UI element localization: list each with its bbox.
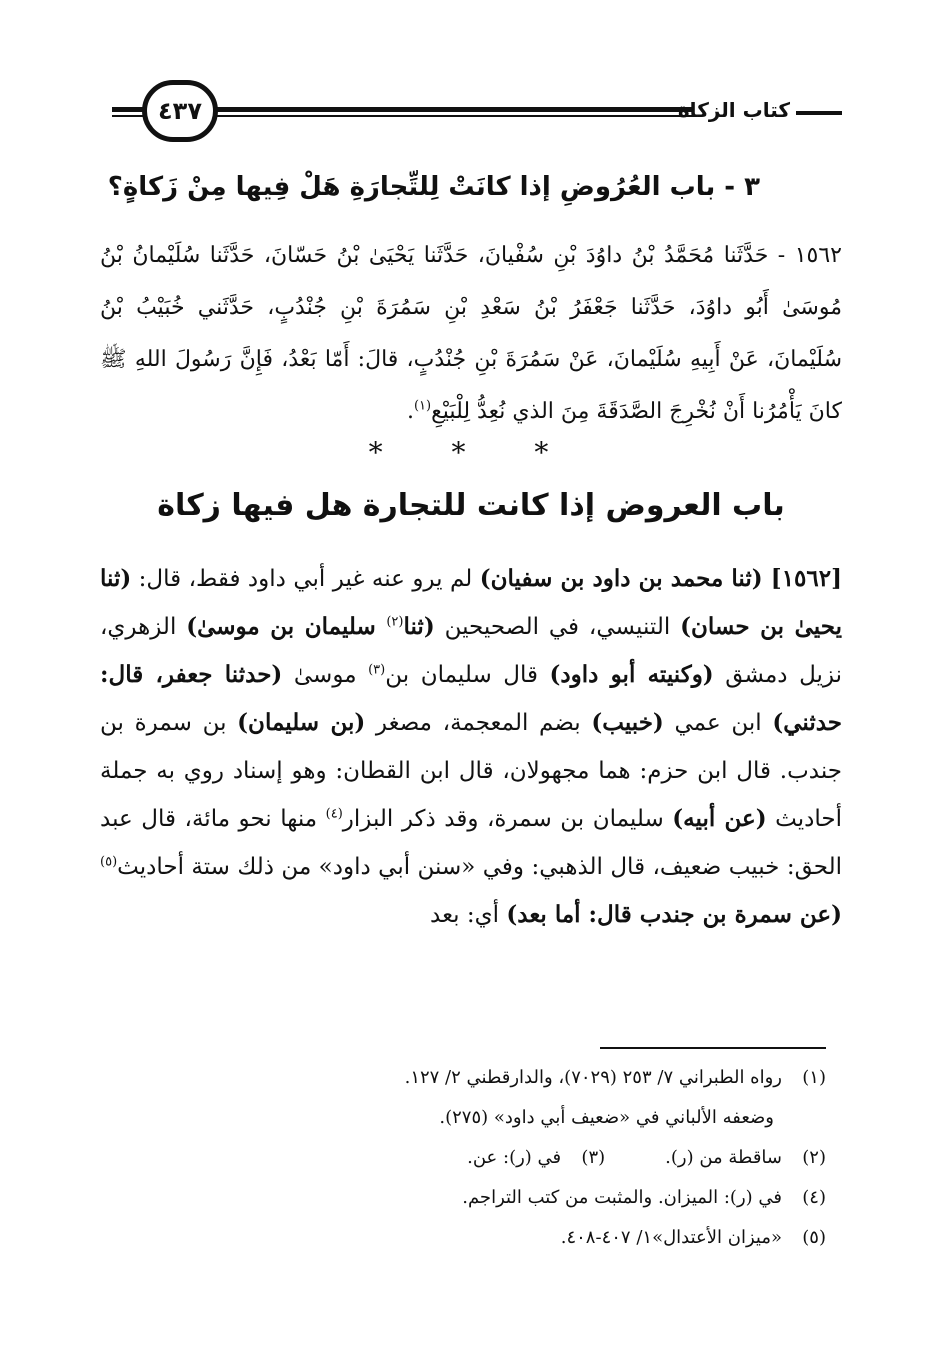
- commentary-text: [100, 555, 842, 939]
- footnote-4: [290, 1178, 826, 1218]
- commentary-span: التنيسي، في الصحيحين: [434, 614, 681, 640]
- footnote-number: (٣): [581, 1147, 606, 1168]
- footnote-text: ساقطة من (ر).: [665, 1147, 782, 1168]
- footnote-text: في (ر): عن.: [467, 1147, 562, 1168]
- book-title: كتاب الزكاة: [677, 98, 790, 122]
- commentary-span: بضم المعجمة، مصغر: [365, 710, 592, 736]
- narrator-phrase: [١٥٦٢] (ثنا محمد بن داود بن سفيان): [479, 565, 842, 592]
- commentary-span: ابن عمي: [663, 710, 773, 736]
- page-number: ٤٣٧: [142, 80, 218, 142]
- narrator-phrase: (ثنا يحيىٰ بن حسان): [100, 565, 842, 640]
- commentary-title: باب العروض إذا كانت للتجارة هل فيها زكاة: [157, 488, 785, 523]
- footnote-number: (١): [802, 1067, 826, 1088]
- narrator-phrase: (وكنيته أبو داود): [549, 661, 714, 688]
- footnotes: [290, 1058, 826, 1258]
- commentary-span: بن سمرة بن جندب. قال ابن حزم: هما مجهولان، قال ابن القطان: وهو إسناد روي به جملة أحاديث: [100, 710, 842, 832]
- narrator-phrase: (حدثنا جعفر، قال: حدثني): [100, 661, 843, 736]
- narrator-phrase: (بن سليمان): [237, 709, 366, 736]
- header-rule-thick-main: [208, 107, 694, 112]
- hadith-body: ١٥٦٢ - حَدَّثَنا مُحَمَّدُ بْنُ داوُدَ بْنِ سُفْيانَ، حَدَّثَنا يَحْيَىٰ بْنُ حَسّانَ، حَدَّثَنا سُلَيْمانُ بْنُ مُوسَىٰ أَبُو داوُدَ، حَدَّثَنا جَعْفَرُ بْنُ سَعْدِ بْنِ سَمُرَةَ بْنِ جُنْدُبٍ، حَدَّثَني خُبَيْبُ بْنُ سُلَيْمانَ، عَنْ أَبِيهِ سُلَيْمانَ، عَنْ سَمُرَةَ بْنِ جُنْدُبٍ، قالَ: أَمّا بَعْدُ، فَإِنَّ رَسُولَ اللهِ ﷺ كانَ يَأْمُرُنا أَنْ نُخْرِجَ الصَّدَقَةَ مِنَ الذي نُعِدُّ لِلْبَيْعِ: [100, 243, 842, 424]
- narrator-phrase: سليمان بن موسىٰ): [186, 613, 387, 640]
- narrator-phrase: (عن سمرة بن جندب قال: أما بعد): [506, 901, 842, 928]
- footnote-number: (٢): [802, 1147, 826, 1168]
- footnote-text: «ميزان الأعتدال»١/ ٤٠٧-٤٠٨.: [560, 1227, 782, 1248]
- hadith-end: .: [406, 399, 414, 424]
- footnote-number: (٥): [802, 1227, 826, 1248]
- commentary-span: منها نحو مائة، قال عبد الحق: خبيب ضعيف، قال الذهبي: وفي «سنن أبي داود» من ذلك ستة أحاديث: [100, 806, 842, 880]
- narrator-phrase: (ثنا: [403, 613, 435, 640]
- footnote-text: وضعفه الألباني في «ضعيف أبي داود» (٢٧٥).: [439, 1107, 774, 1128]
- commentary-span: لم يرو عنه غير أبي داود فقط، قال:: [131, 566, 480, 592]
- footnote-5: [290, 1218, 826, 1258]
- header-rule-right: [796, 111, 842, 115]
- commentary-span: أي: بعد: [430, 902, 507, 928]
- footnote-number: (٤): [802, 1187, 826, 1208]
- commentary-span: قال سليمان بن: [385, 662, 550, 688]
- footnote-ref: (٤): [325, 806, 343, 822]
- commentary-span: سليمان بن سمرة، وقد ذكر البزار: [342, 806, 673, 832]
- footnote-rule: [600, 1047, 826, 1049]
- footnote-1-continued: [290, 1098, 826, 1138]
- header-rule-thin-main: [208, 115, 694, 117]
- section-separator: * * *: [368, 436, 579, 469]
- footnote-ref: (١): [413, 398, 432, 414]
- footnote-text: رواه الطبراني ٧/ ٢٥٣ (٧٠٢٩)، والدارقطني ٢/ ١٢٧.: [404, 1067, 782, 1088]
- footnote-ref: (٣): [368, 662, 386, 678]
- narrator-phrase: (خبيب): [591, 709, 664, 736]
- chapter-title: ٣ - باب العُرُوضِ إذا كانَتْ لِلتِّجارَةِ هَلْ فِيها مِنْ زَكاةٍ؟: [107, 172, 760, 202]
- narrator-phrase: (عن أبيه): [672, 805, 767, 832]
- commentary-span: الزهري، نزيل دمشق: [100, 614, 842, 688]
- footnote-text: في (ر): الميزان. والمثبت من كتب التراجم.: [462, 1187, 782, 1208]
- footnote-ref: (٢): [386, 614, 404, 630]
- footnote-ref: (٥): [100, 854, 118, 870]
- commentary-span: موسىٰ: [282, 662, 369, 688]
- footnote-2-3: [290, 1138, 826, 1178]
- footnote-1: [290, 1058, 826, 1098]
- hadith-text: [100, 230, 842, 438]
- page-header: [112, 78, 842, 140]
